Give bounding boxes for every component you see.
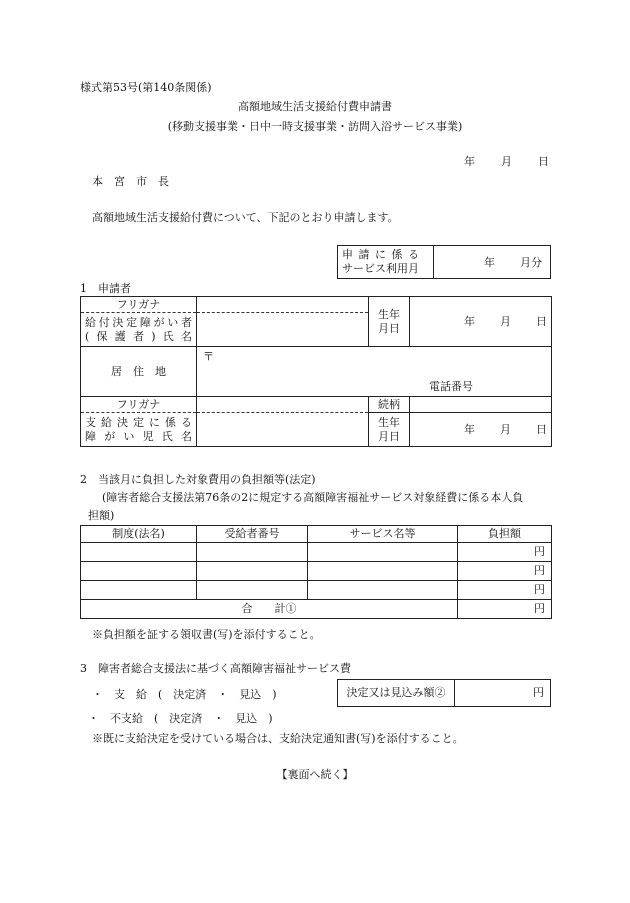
service-month-label bbox=[338, 246, 434, 279]
decided-amount-table bbox=[337, 679, 551, 707]
birth-month: 月 bbox=[500, 315, 511, 328]
service-name-cell[interactable] bbox=[308, 562, 458, 581]
intro-text: 高額地域生活支援給付費について、下記のとおり申請します。 bbox=[92, 211, 399, 224]
burden-cell[interactable]: 円 bbox=[458, 543, 552, 562]
col-burden: 負担額 bbox=[458, 526, 552, 543]
table-row bbox=[81, 543, 552, 562]
addressee: 本 宮 市 長 bbox=[92, 175, 169, 188]
burden-cell[interactable]: 円 bbox=[458, 562, 552, 581]
residence-input[interactable] bbox=[197, 347, 552, 397]
system-cell[interactable] bbox=[81, 543, 197, 562]
birth2-label bbox=[369, 413, 410, 447]
nopay-option[interactable]: ・ 不支給 ( 決定済 ・ 見込 ) bbox=[88, 712, 273, 725]
birth2-date-field[interactable] bbox=[410, 413, 552, 447]
service-month-value[interactable] bbox=[434, 246, 551, 279]
birth-date-field[interactable] bbox=[410, 297, 552, 347]
col-system: 制度(法名) bbox=[81, 526, 197, 543]
form-number: 様式第53号(第140条関係) bbox=[80, 81, 212, 94]
service-month-table bbox=[337, 245, 551, 279]
birth2-label-line2: 月日 bbox=[378, 429, 400, 443]
service-month-label-line1: 申 請 に 係 る bbox=[342, 248, 420, 262]
furigana2-input[interactable] bbox=[197, 397, 369, 413]
date-year-label: 年 bbox=[464, 155, 475, 168]
birth2-month: 月 bbox=[500, 423, 511, 436]
table-row bbox=[81, 562, 552, 581]
recipient-number-cell[interactable] bbox=[197, 543, 308, 562]
postal-mark: 〒 bbox=[203, 350, 214, 363]
recipient-label-line2: (保護者)氏名 bbox=[85, 329, 192, 343]
form-subtitle: (移動支援事業・日中一時支援事業・訪問入浴サービス事業) bbox=[167, 120, 463, 133]
relationship-input[interactable] bbox=[410, 397, 552, 413]
residence-label: 居 住 地 bbox=[81, 347, 197, 397]
col-service-name: サービス名等 bbox=[308, 526, 458, 543]
section3-footnote: ※既に支給決定を受けている場合は、支給決定通知書(写)を添付すること。 bbox=[92, 732, 464, 745]
child-name-label bbox=[81, 413, 197, 447]
birth2-label-line1: 生年 bbox=[378, 415, 400, 429]
total-cell[interactable]: 円 bbox=[458, 600, 552, 619]
table-row bbox=[81, 581, 552, 600]
recipient-name-label bbox=[81, 313, 197, 347]
burden-table bbox=[80, 525, 552, 619]
birth-label-line2: 月日 bbox=[378, 321, 400, 335]
pay-option[interactable]: ・ 支 給 ( 決定済 ・ 見込 ) bbox=[92, 688, 277, 701]
system-cell[interactable] bbox=[81, 581, 197, 600]
recipient-number-cell[interactable] bbox=[197, 581, 308, 600]
service-name-cell[interactable] bbox=[308, 581, 458, 600]
birth2-day: 日 bbox=[536, 423, 547, 436]
child-label-line1: 支給決定に係る bbox=[85, 415, 192, 429]
decided-amount-label: 決定又は見込み額② bbox=[338, 680, 455, 707]
furigana2-label: フリガナ bbox=[81, 397, 197, 413]
relationship-label: 続柄 bbox=[369, 397, 410, 413]
service-month-month: 月分 bbox=[520, 256, 542, 269]
birth-day: 日 bbox=[536, 315, 547, 328]
date-day-label: 日 bbox=[538, 155, 549, 168]
applicant-table bbox=[80, 296, 552, 447]
section2-heading: 2 当該月に負担した対象費用の負担額等(法定) bbox=[80, 473, 316, 486]
birth-label-line1: 生年 bbox=[378, 307, 400, 321]
service-month-label-line2: サービス利用月 bbox=[342, 262, 419, 275]
section1-heading: 1 申請者 bbox=[80, 282, 131, 295]
child-name-input[interactable] bbox=[197, 413, 369, 447]
burden-cell[interactable]: 円 bbox=[458, 581, 552, 600]
birth-year: 年 bbox=[464, 315, 475, 328]
service-name-cell[interactable] bbox=[308, 543, 458, 562]
section2-note-line2: 担額) bbox=[88, 509, 115, 522]
birth-label bbox=[369, 297, 410, 347]
section3-heading: 3 障害者総合支援法に基づく高額障害福祉サービス費 bbox=[80, 662, 351, 675]
recipient-name-input[interactable] bbox=[197, 313, 369, 347]
col-recipient-number: 受給者番号 bbox=[197, 526, 308, 543]
section2-note-line1: (障害者総合支援法第76条の2に規定する高額障害福祉サービス対象経費に係る本人負 bbox=[102, 491, 524, 504]
recipient-label-line1: 給付決定障がい者 bbox=[85, 315, 192, 329]
continue-note: 【裏面へ続く】 bbox=[276, 768, 354, 781]
date-month-label: 月 bbox=[501, 155, 512, 168]
recipient-number-cell[interactable] bbox=[197, 562, 308, 581]
phone-label: 電話番号 bbox=[429, 380, 473, 393]
service-month-year: 年 bbox=[484, 256, 495, 269]
furigana-input[interactable] bbox=[197, 297, 369, 313]
system-cell[interactable] bbox=[81, 562, 197, 581]
furigana-label: フリガナ bbox=[81, 297, 197, 313]
child-label-line2: 障がい児氏名 bbox=[85, 429, 192, 443]
section2-footnote: ※負担額を証する領収書(写)を添付すること。 bbox=[92, 628, 321, 641]
birth2-year: 年 bbox=[464, 423, 475, 436]
form-title: 高額地域生活支援給付費申請書 bbox=[238, 100, 392, 113]
decided-amount-cell[interactable]: 円 bbox=[455, 680, 551, 707]
total-label: 合 計① bbox=[81, 600, 458, 619]
